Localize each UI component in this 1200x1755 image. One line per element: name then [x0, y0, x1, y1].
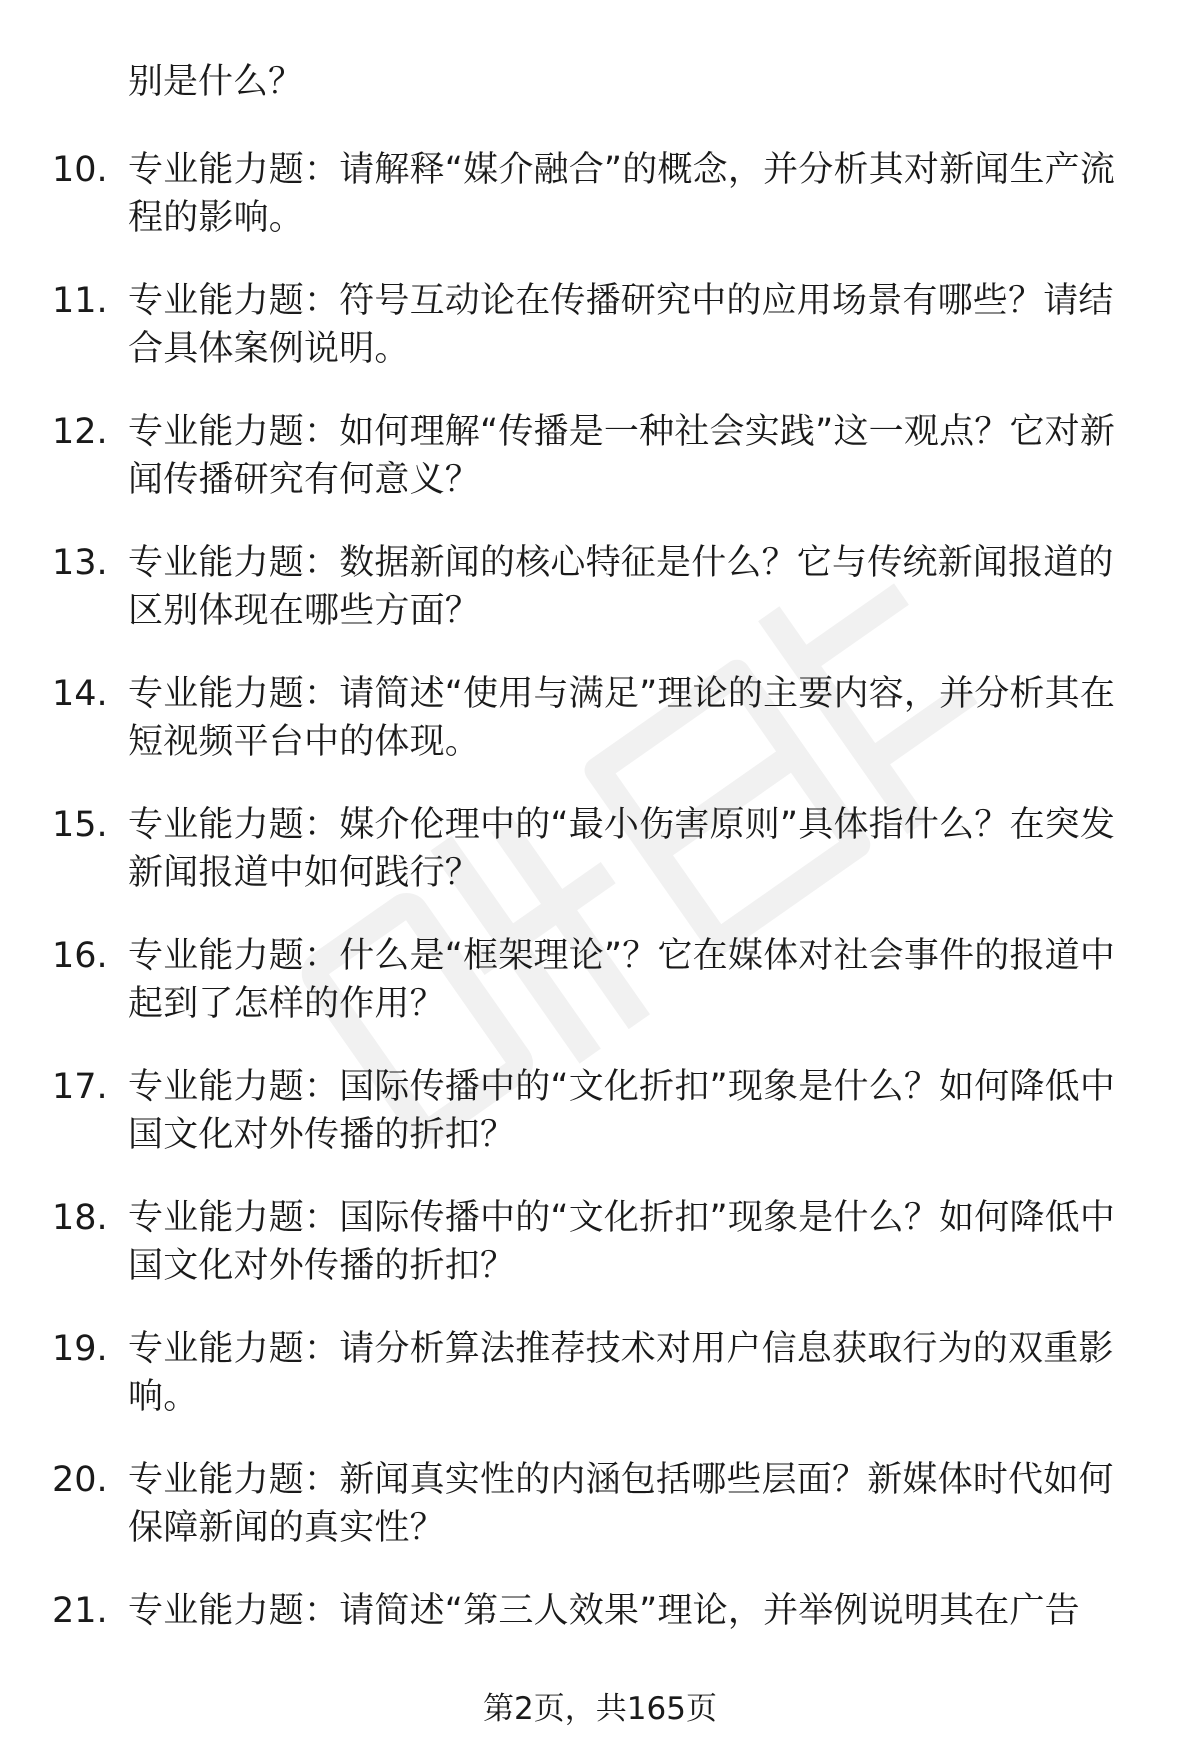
question-number: 21. — [52, 1591, 108, 1631]
question-item — [0, 277, 1200, 408]
question-text: 专业能力题：符号互动论在传播研究中的应用场景有哪些？请结合具体案例说明。 — [128, 281, 1114, 369]
question-number: 17. — [52, 1067, 108, 1107]
question-text: 专业能力题：请简述“使用与满足”理论的主要内容，并分析其在短视频平台中的体现。 — [128, 674, 1116, 762]
question-item — [0, 1063, 1200, 1194]
question-item — [0, 801, 1200, 932]
question-number: 12. — [52, 412, 108, 452]
question-number: 13. — [52, 543, 108, 583]
question-item — [0, 146, 1200, 277]
question-number: 15. — [52, 805, 108, 845]
question-number: 19. — [52, 1329, 108, 1369]
question-number: 11. — [52, 281, 108, 321]
question-item — [0, 1456, 1200, 1587]
question-item — [0, 670, 1200, 801]
page-indicator: 第2页，共165页 — [483, 1691, 717, 1727]
question-number: 16. — [52, 936, 108, 976]
question-text: 专业能力题：什么是“框架理论”？它在媒体对社会事件的报道中起到了怎样的作用？ — [128, 936, 1116, 1024]
question-item — [0, 1194, 1200, 1325]
question-number: 20. — [52, 1460, 108, 1500]
question-text: 专业能力题：国际传播中的“文化折扣”现象是什么？如何降低中国文化对外传播的折扣？ — [128, 1067, 1116, 1155]
question-text: 专业能力题：国际传播中的“文化折扣”现象是什么？如何降低中国文化对外传播的折扣？ — [128, 1198, 1116, 1286]
question-text: 专业能力题：媒介伦理中的“最小伤害原则”具体指什么？在突发新闻报道中如何践行？ — [128, 805, 1116, 893]
question-text: 专业能力题：请分析算法推荐技术对用户信息获取行为的双重影响。 — [128, 1329, 1114, 1417]
question-item — [0, 1325, 1200, 1456]
question-text: 专业能力题：数据新闻的核心特征是什么？它与传统新闻报道的区别体现在哪些方面？ — [128, 543, 1114, 631]
question-text: 专业能力题：新闻真实性的内涵包括哪些层面？新媒体时代如何保障新闻的真实性？ — [128, 1460, 1114, 1548]
question-list — [0, 146, 1200, 1718]
continued-question-text: 别是什么？ — [128, 62, 304, 102]
question-text: 专业能力题：请简述“第三人效果”理论，并举例说明其在广告 — [128, 1591, 1080, 1631]
question-item — [0, 408, 1200, 539]
question-text: 专业能力题：请解释“媒介融合”的概念，并分析其对新闻生产流程的影响。 — [128, 150, 1116, 238]
question-number: 10. — [52, 150, 108, 190]
question-number: 14. — [52, 674, 108, 714]
question-number: 18. — [52, 1198, 108, 1238]
question-text: 专业能力题：如何理解“传播是一种社会实践”这一观点？它对新闻传播研究有何意义？ — [128, 412, 1116, 500]
question-item — [0, 539, 1200, 670]
question-item — [0, 932, 1200, 1063]
